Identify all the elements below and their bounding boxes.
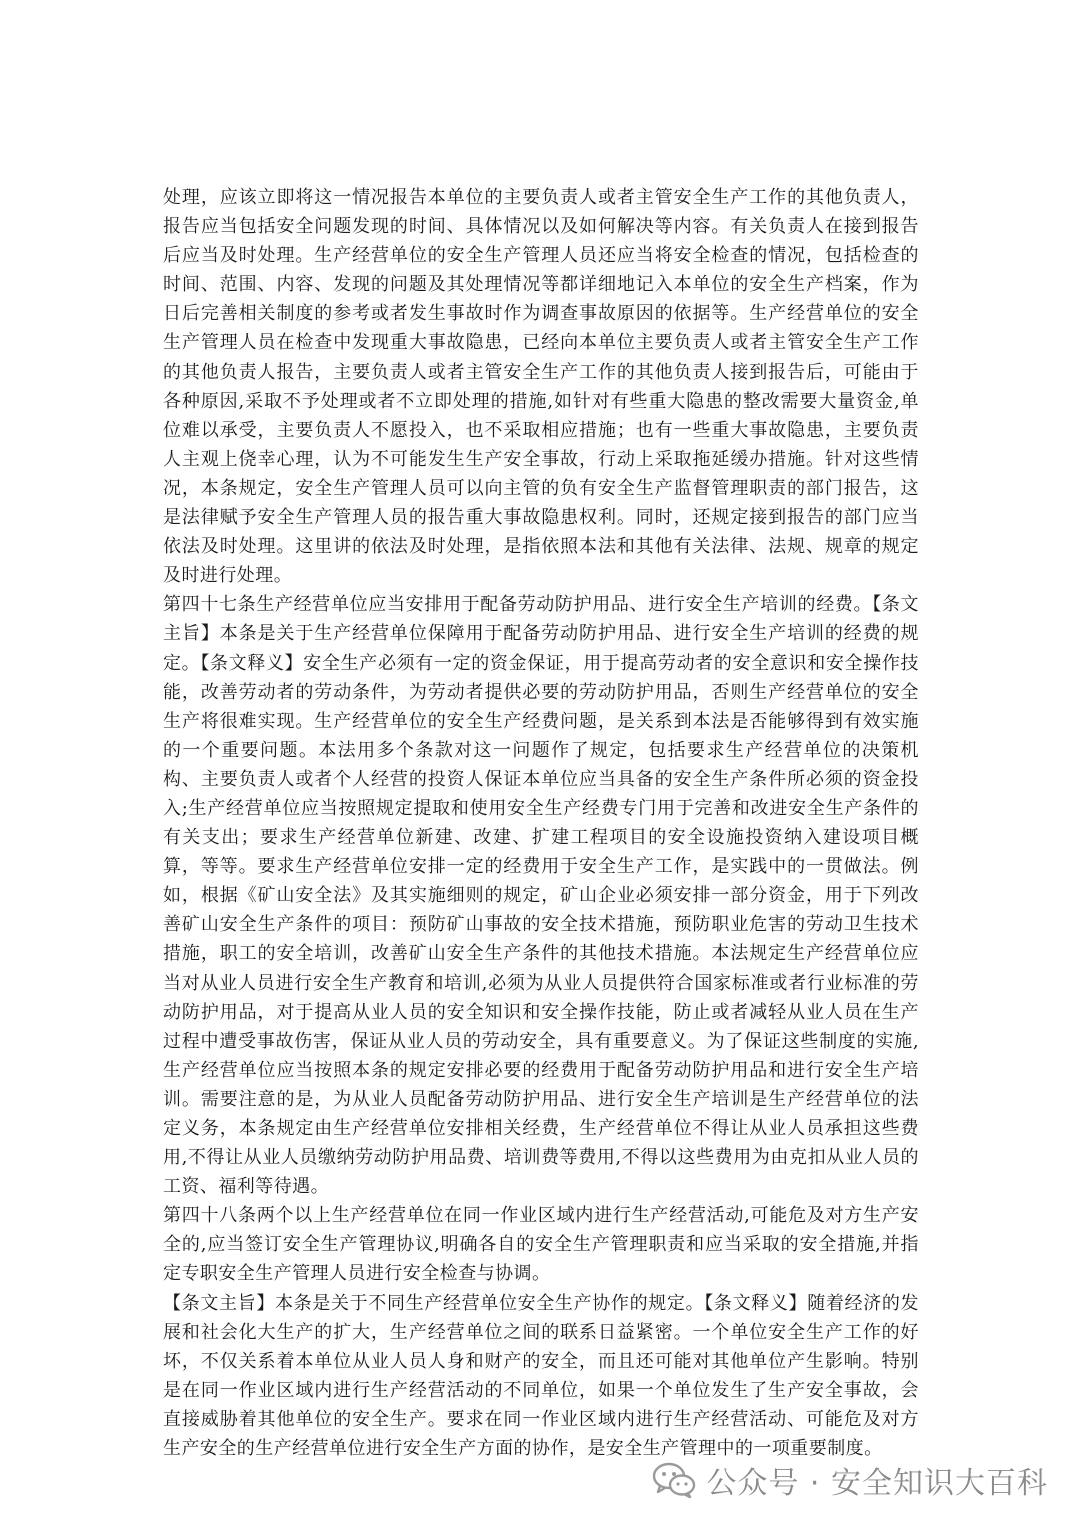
paragraph-1: 处理，应该立即将这一情况报告本单位的主要负责人或者主管安全生产工作的其他负责人，报告应当包括安全问题发现的时间、具体情况以及如何解决等内容。有关负责人在接到报告后应当及时处理。生产经营单位的安全生产管理人员还应当将安全检查的情况，包括检查的时间、范围、内容、发现的问题及其处理情况等都详细地记入本单位的安全生产档案，作为日后完善相关制度的参考或者发生事故时作为调查事故原因的依据等。生产经营单位的安全生产管理人员在检查中发现重大事故隐患，已经向本单位主要负责人或者主管安全生产工作的其他负责人报告，主要负责人或者主管安全生产工作的其他负责人接到报告后，可能由于各种原因,采取不予处理或者不立即处理的措施,如针对有些重大隐患的整改需要大量资金,单位难以承受，主要负责人不愿投入，也不采取相应措施；也有一些重大事故隐患，主要负责人主观上侥幸心理，认为不可能发生生产安全事故，行动上采取拖延缓办措施。针对这些情况，本条规定，安全生产管理人员可以向主管的负有安全生产监督管理职责的部门报告，这是法律赋予安全生产管理人员的报告重大事故隐患权利。同时，还规定接到报告的部门应当依法及时处理。这里讲的依法及时处理，是指依照本法和其他有关法律、法规、规章的规定及时进行处理。 (163, 187, 919, 587)
watermark (652, 1455, 1048, 1505)
paragraph-2: 第四十七条生产经营单位应当安排用于配备劳动防护用品、进行安全生产培训的经费。【条文主旨】本条是关于生产经营单位保障用于配备劳动防护用品、进行安全生产培训的经费的规定。【条文释义】安全生产必须有一定的资金保证，用于提高劳动者的安全意识和安全操作技能，改善劳动者的劳动条件，为劳动者提供必要的劳动防护用品，否则生产经营单位的安全生产将很难实现。生产经营单位的安全生产经费问题，是关系到本法是否能够得到有效实施的一个重要问题。本法用多个条款对这一问题作了规定，包括要求生产经营单位的决策机构、主要负责人或者个人经营的投资人保证本单位应当具备的安全生产条件所必须的资金投入;生产经营单位应当按照规定提取和使用安全生产经费专门用于完善和改进安全生产条件的有关支出；要求生产经营单位新建、改建、扩建工程项目的安全设施投资纳入建设项目概算，等等。要求生产经营单位安排一定的经费用于安全生产工作，是实践中的一贯做法。例如，根据《矿山安全法》及其实施细则的规定，矿山企业必须安排一部分资金，用于下列改善矿山安全生产条件的项目：预防矿山事故的安全技术措施，预防职业危害的劳动卫生技术措施，职工的安全培训，改善矿山安全生产条件的其他技术措施。本法规定生产经营单位应当对从业人员进行安全生产教育和培训,必须为从业人员提供符合国家标准或者行业标准的劳动防护用品，对于提高从业人员的安全知识和安全操作技能，防止或者减轻从业人员在生产过程中遭受事故伤害，保证从业人员的劳动安全，具有重要意义。为了保证这些制度的实施,生产经营单位应当按照本条的规定安排必要的经费用于配备劳动防护用品和进行安全生产培训。需要注意的是，为从业人员配备劳动防护用品、进行安全生产培训是生产经营单位的法定义务，本条规定由生产经营单位安排相关经费，生产经营单位不得让从业人员承担这些费用,不得让从业人员缴纳劳动防护用品费、培训费等费用,不得以这些费用为由克扣从业人员的工资、福利等待遇。 (163, 594, 919, 1198)
paragraph-4: 【条文主旨】本条是关于不同生产经营单位安全生产协作的规定。【条文释义】随着经济的发展和社会化大生产的扩大，生产经营单位之间的联系日益紧密。一个单位安全生产工作的好坏，不仅关系着本单位从业人员人身和财产的安全，而且还可能对其他单位产生影响。特别是在同一作业区域内进行生产经营活动的不同单位，如果一个单位发生了生产安全事故，会直接威胁着其他单位的安全生产。要求在同一作业区域内进行生产经营活动、可能危及对方生产安全的生产经营单位进行安全生产方面的协作，是安全生产管理中的一项重要制度。 (163, 1292, 919, 1460)
document-body (163, 183, 919, 1463)
wechat-icon (652, 1461, 696, 1499)
watermark-text: 公众号 · 安全知识大百科 (706, 1466, 1048, 1501)
paragraph-3: 第四十八条两个以上生产经营单位在同一作业区域内进行生产经营活动,可能危及对方生产安全的,应当签订安全生产管理协议,明确各自的安全生产管理职责和应当采取的安全措施,并指定专职安全生产管理人员进行安全检查与协调。 (163, 1205, 919, 1285)
